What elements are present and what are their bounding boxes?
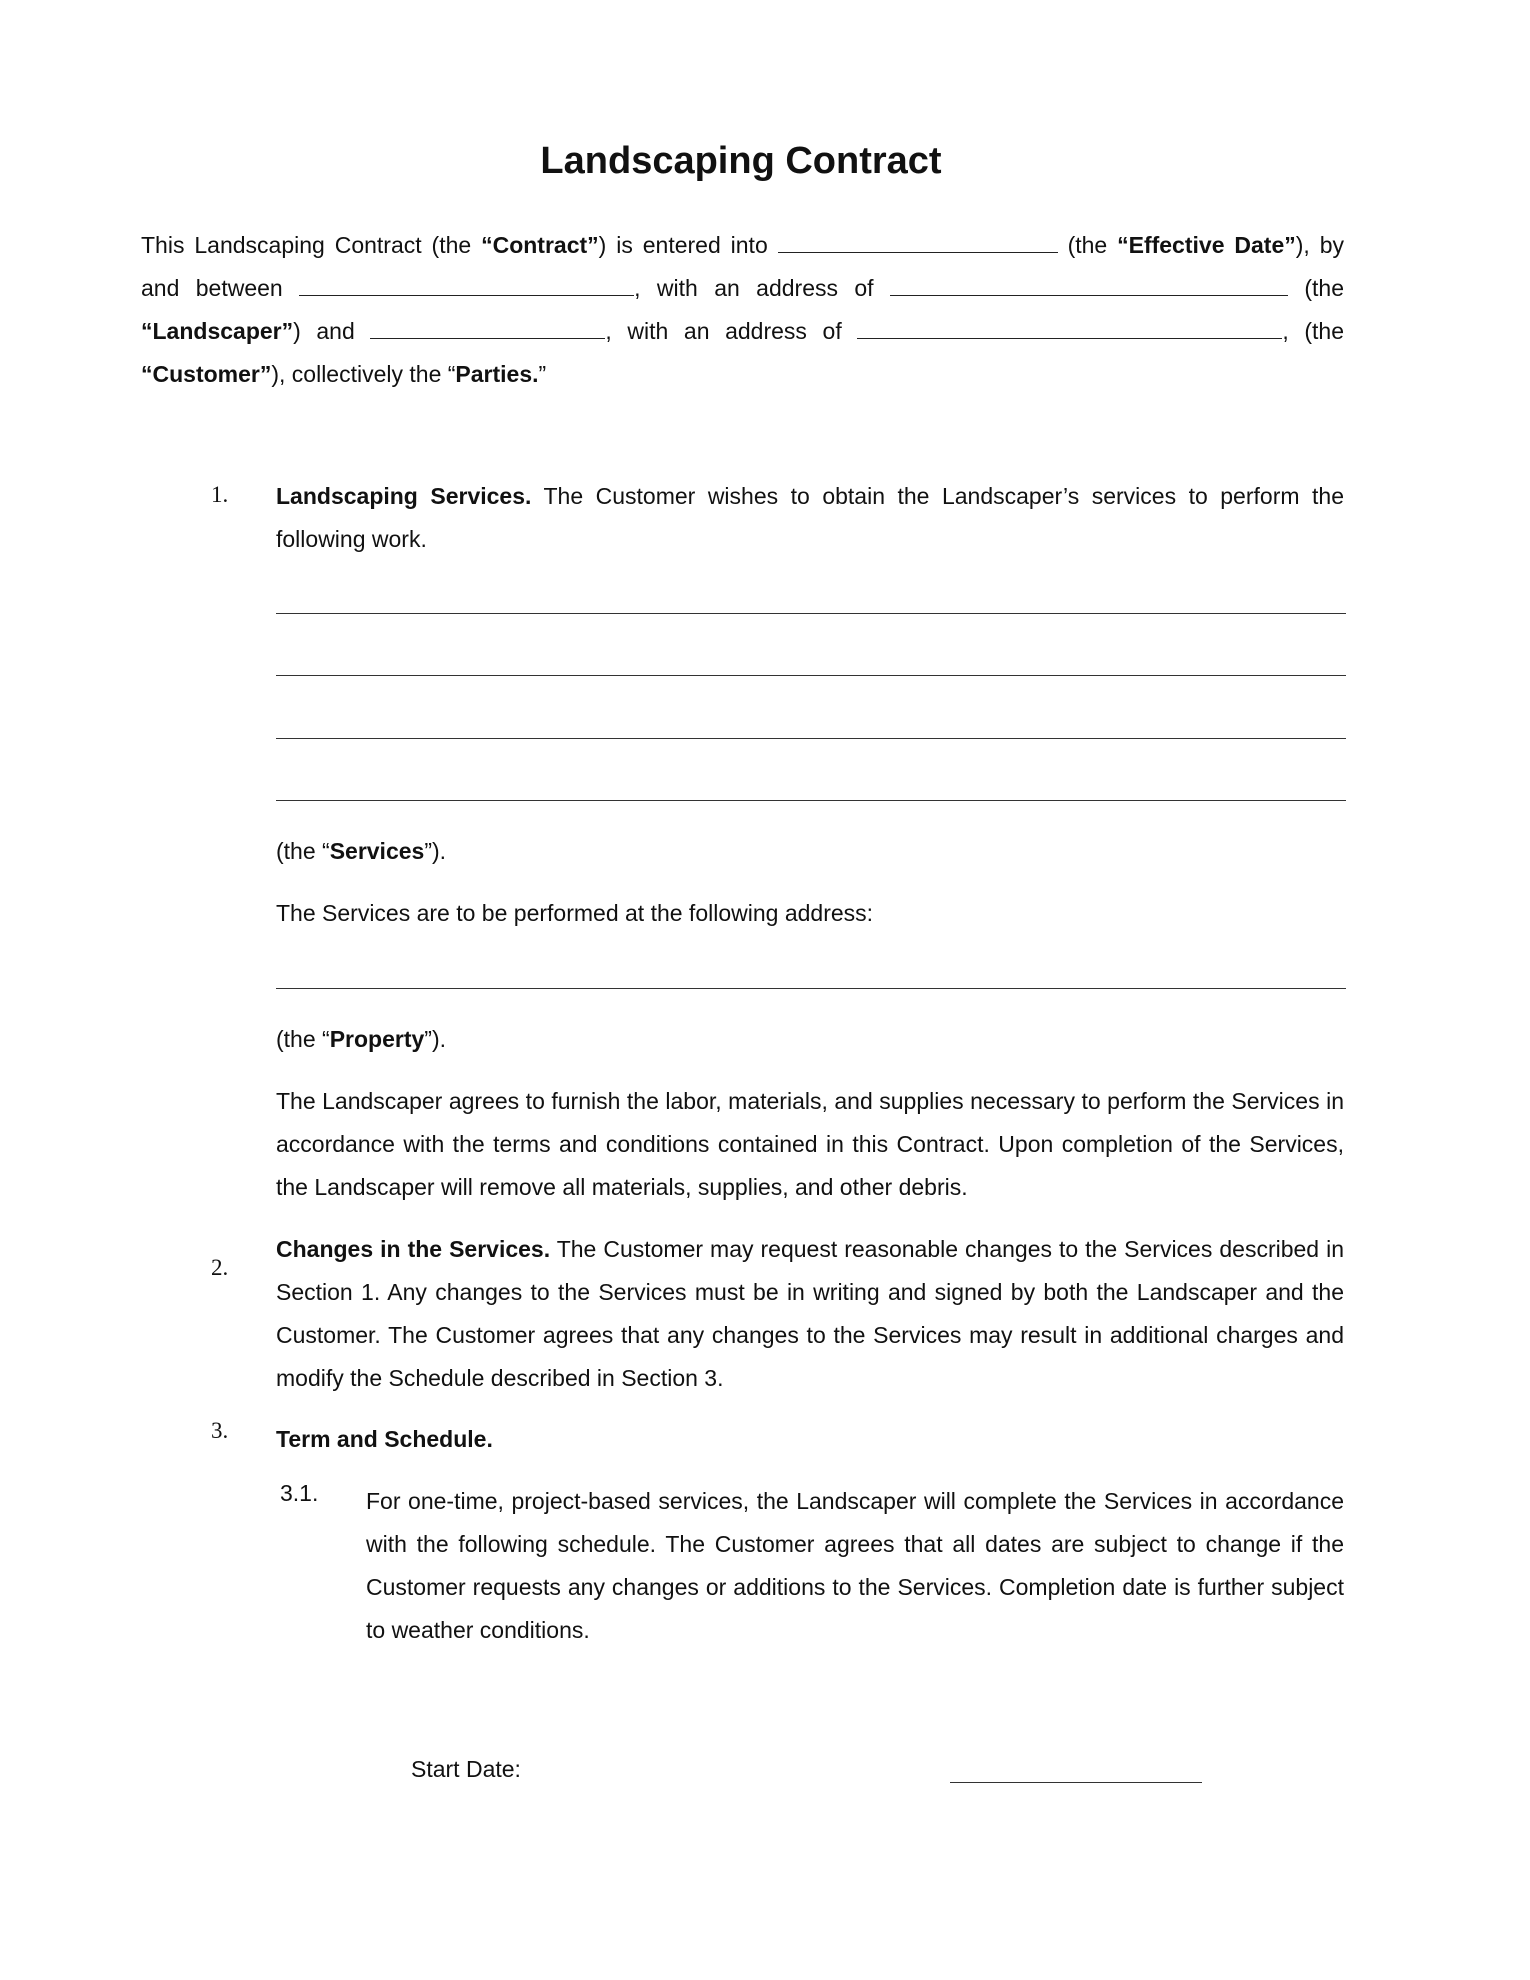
landscaper-name-blank[interactable] [299,275,634,296]
section-3-1-number: 3.1. [280,1480,319,1506]
customer-address-blank[interactable] [857,318,1282,339]
intro-text: ), collectively the “ [271,361,456,387]
services-line-1[interactable] [276,613,1346,614]
section-3-1-paragraph: For one-time, project-based services, the Landscaper will complete the Services in accordance with the following schedule. The Customer agrees that all dates are subject to change if the Customer requests any changes or additions to the Services. Completion date is further subject to weather conditions. [366,1488,1344,1643]
property-address-line[interactable] [276,988,1346,989]
section-3-number: 3. [211,1418,229,1443]
effective-date-term: “Effective Date” [1117,232,1296,258]
intro-text: , with an address of [634,275,890,301]
services-line-4[interactable] [276,800,1346,801]
contract-term: “Contract” [481,232,599,258]
section-2-paragraph [276,1228,1344,1400]
customer-term: “Customer” [141,361,272,387]
intro-text: ” [538,361,547,387]
intro-text: ) is entered into [598,232,778,258]
intro-text: (the [1057,232,1118,258]
property-definition [276,1018,446,1061]
section-1-heading: Landscaping Services. [276,483,532,509]
intro-text: ), by and between [141,232,1344,301]
services-pre: (the “ [276,838,330,864]
property-term: Property [329,1026,425,1052]
section-1-text: The Customer wishes to obtain the Landscaper’s services to perform the following work. [276,483,1344,552]
services-term: Services [329,838,425,864]
parties-term: Parties. [455,361,539,387]
start-date-label: Start Date: [411,1756,521,1782]
start-date-blank[interactable] [950,1782,1202,1783]
services-line-2[interactable] [276,675,1346,676]
address-intro: The Services are to be performed at the following address: [276,900,874,926]
intro-text: , (the [1282,318,1344,344]
landscaper-address-blank[interactable] [890,275,1288,296]
section-3-heading: Term and Schedule. [276,1426,493,1452]
services-post: ”). [424,838,447,864]
furnish-paragraph: The Landscaper agrees to furnish the labor, materials, and supplies necessary to perform the Services in accordance with the terms and conditions contained in this Contract. Upon completion of the Services, the Landscaper will remove all materials, supplies, and other debris. [276,1088,1344,1200]
section-1-number: 1. [211,482,229,507]
customer-name-blank[interactable] [370,318,605,339]
intro-text: (the [1287,275,1344,301]
intro-paragraph [141,224,1344,396]
property-post: ”). [424,1026,446,1052]
section-2-heading: Changes in the Services. [276,1236,551,1262]
effective-date-blank[interactable] [778,232,1058,253]
intro-text: , with an address of [605,318,858,344]
section-1-paragraph [276,475,1344,561]
section-2-number: 2. [211,1255,229,1280]
intro-text: ) and [293,318,371,344]
landscaper-term: “Landscaper” [141,318,294,344]
section-2-text: The Customer may request reasonable changes to the Services described in Section 1. Any changes to the Services must be in writing and signed by both the Landscaper and the Customer. The Customer agrees that any changes to the Services may result in additional charges and modify the Schedule described in Section 3. [276,1236,1344,1391]
intro-text: This Landscaping Contract (the [141,232,482,258]
document-title: Landscaping Contract [540,140,942,182]
services-definition [276,830,446,873]
property-pre: (the “ [276,1026,330,1052]
services-line-3[interactable] [276,738,1346,739]
